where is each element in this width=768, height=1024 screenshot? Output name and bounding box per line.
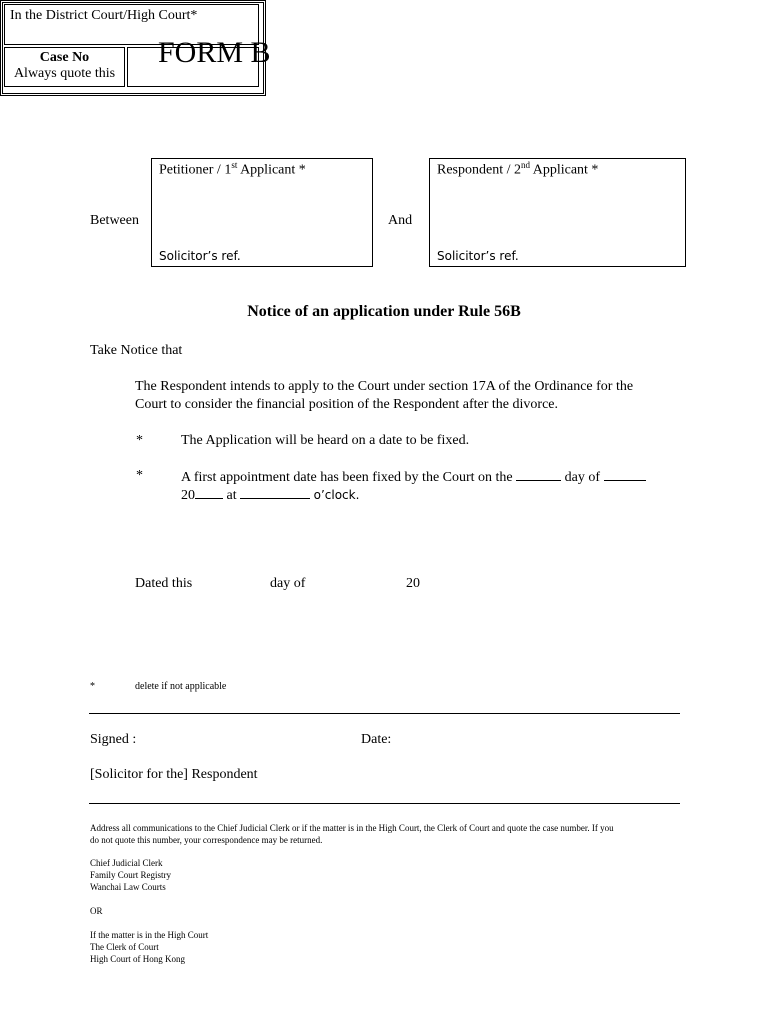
- divider-bottom: [89, 803, 680, 804]
- case-no-instruction: Always quote this: [13, 66, 116, 81]
- option-1-marker: *: [136, 433, 143, 448]
- respondent-solicitor-ref: Solicitor’s ref.: [437, 249, 519, 263]
- divider-top: [89, 713, 680, 714]
- option-2-text-2: day of: [564, 470, 601, 485]
- option-2-text-1: A first appointment date has been fixed by the Court on the: [181, 470, 513, 485]
- address-line: The Clerk of Court: [90, 942, 159, 952]
- case-no-field[interactable]: [127, 47, 259, 87]
- address-line: Chief Judicial Clerk: [90, 858, 163, 868]
- day-blank[interactable]: [516, 468, 561, 481]
- take-notice: Take Notice that: [90, 343, 183, 358]
- year-label: 20: [406, 576, 420, 591]
- address-line: If the matter is in the High Court: [90, 930, 209, 940]
- case-no-label-cell: [4, 47, 125, 87]
- time-blank[interactable]: [240, 486, 310, 499]
- case-no-label: Case No: [39, 50, 90, 65]
- intent-line-2: Court to consider the financial position of the Respondent after the divorce.: [135, 397, 558, 412]
- year-blank[interactable]: [195, 486, 223, 499]
- date-label: Date:: [361, 732, 392, 747]
- court-box: [0, 0, 266, 96]
- petitioner-solicitor-ref: Solicitor’s ref.: [159, 249, 241, 263]
- option-2-text-4: o’clock.: [313, 488, 360, 502]
- delete-note-marker: *: [90, 681, 95, 692]
- option-2-line-1: [181, 468, 646, 486]
- form-title: FORM B: [158, 36, 271, 69]
- option-2-line-2: [181, 486, 359, 504]
- delete-note: delete if not applicable: [135, 681, 227, 692]
- option-2-year-prefix: 20: [181, 488, 195, 503]
- and-label: And: [388, 213, 413, 228]
- notice-title: Notice of an application under Rule 56B: [247, 303, 521, 320]
- option-1-text: The Application will be heard on a date to be fixed.: [181, 433, 470, 448]
- solicitor-label: [Solicitor for the] Respondent: [90, 767, 258, 782]
- court-name-cell: [4, 4, 259, 45]
- month-blank[interactable]: [604, 468, 646, 481]
- address-line: Wanchai Law Courts: [90, 882, 166, 892]
- address-line: Family Court Registry: [90, 870, 171, 880]
- petitioner-title: Petitioner / 1st Applicant *: [159, 160, 306, 178]
- respondent-box[interactable]: [429, 158, 686, 267]
- option-2-text-3: at: [226, 488, 237, 503]
- dated-this-label: Dated this: [135, 576, 193, 591]
- intent-line-1: The Respondent intends to apply to the Court under section 17A of the Ordinance for the: [135, 379, 634, 394]
- footer-note-line-2: do not quote this number, your correspondence may be returned.: [90, 835, 323, 845]
- or-label: OR: [90, 906, 103, 916]
- address-line: High Court of Hong Kong: [90, 954, 185, 964]
- signed-label: Signed :: [90, 732, 137, 747]
- option-2-marker: *: [136, 468, 143, 483]
- court-name: In the District Court/High Court*: [10, 8, 198, 23]
- respondent-title: Respondent / 2nd Applicant *: [437, 160, 599, 178]
- day-of-label: day of: [270, 576, 306, 591]
- footer-note-line-1: Address all communications to the Chief Judicial Clerk or if the matter is in the High Court, the Clerk of Court and quote the case number. If you: [90, 823, 614, 833]
- between-label: Between: [90, 213, 139, 228]
- petitioner-box[interactable]: [151, 158, 373, 267]
